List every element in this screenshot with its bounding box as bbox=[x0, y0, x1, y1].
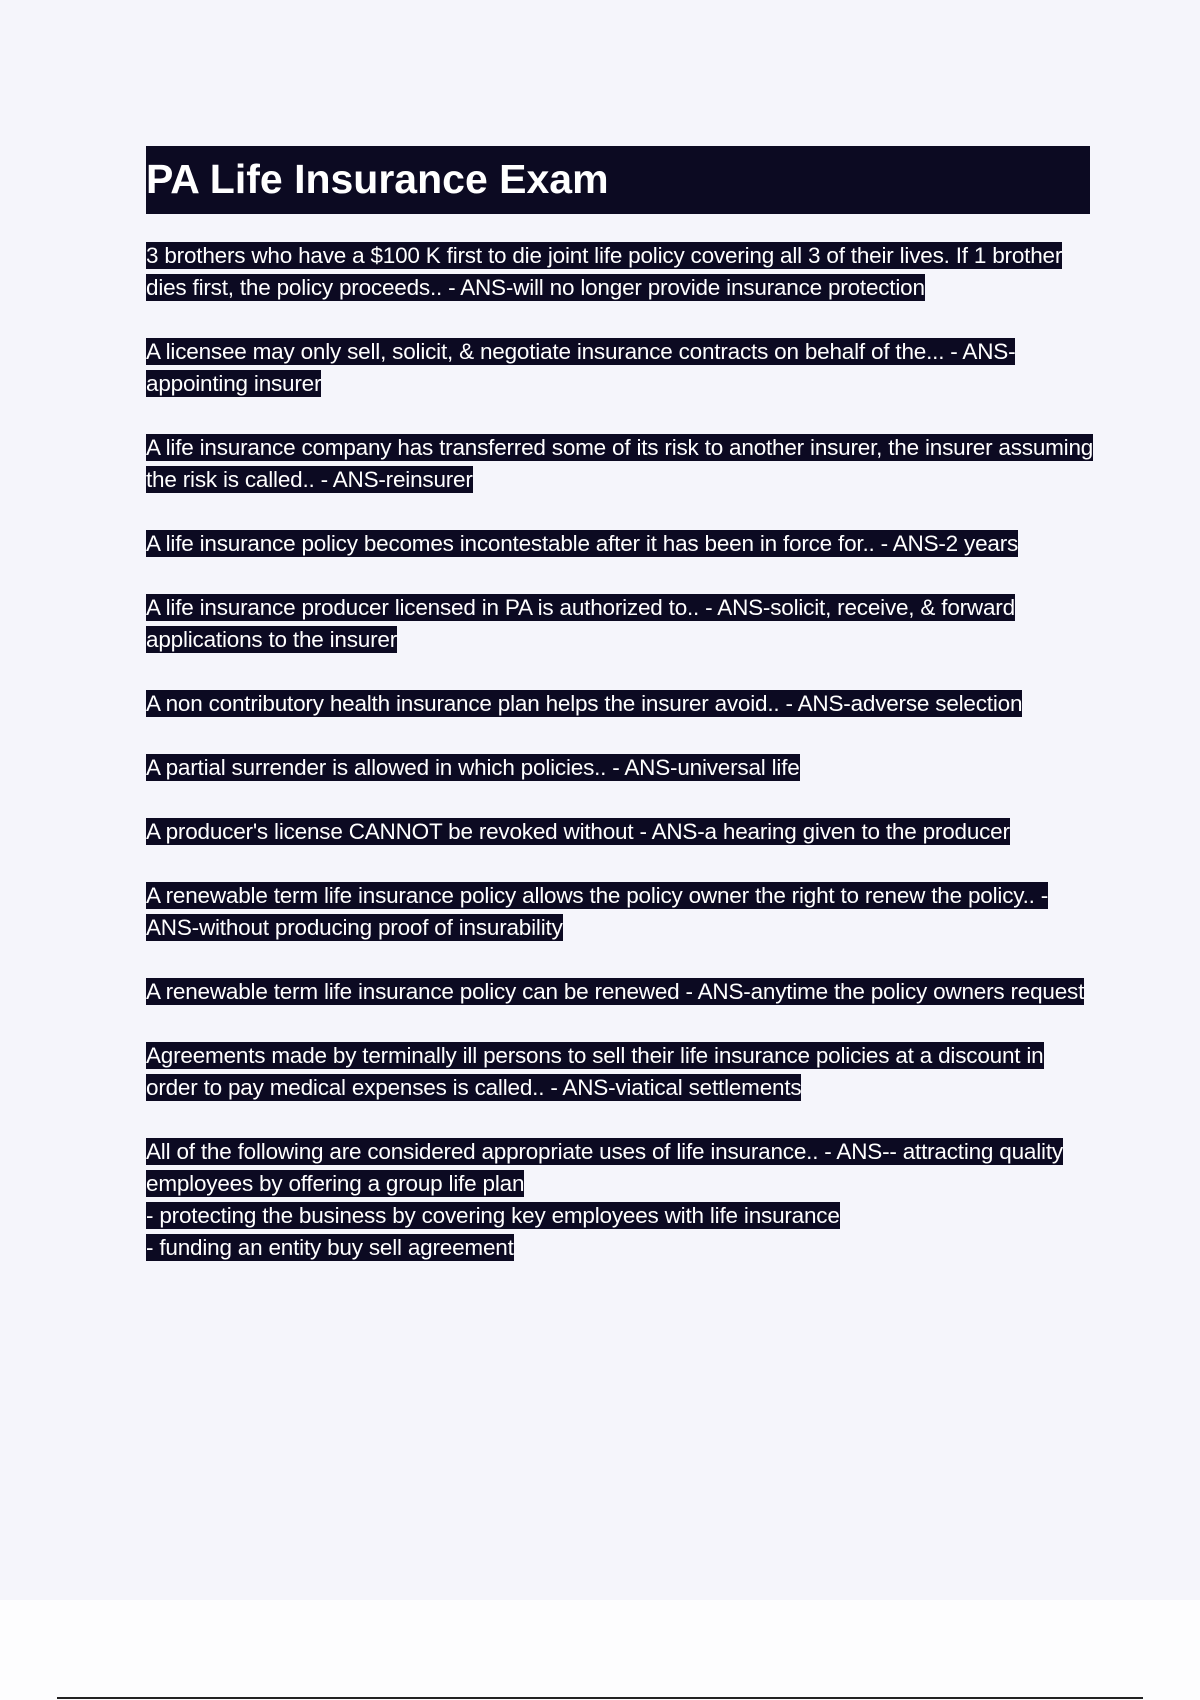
qa-item bbox=[146, 688, 1096, 720]
qa-text: A licensee may only sell, solicit, & negotiate insurance contracts on behalf of the... - ANS-appointing insurer bbox=[146, 339, 1016, 396]
qa-item bbox=[146, 752, 1096, 784]
qa-text: Agreements made by terminally ill persons to sell their life insurance policies at a discount in order to pay medical expenses is called.. - ANS-viatical settlements bbox=[146, 1043, 1044, 1100]
qa-answer-line: - protecting the business by covering key employees with life insurance bbox=[146, 1203, 840, 1228]
page-footer bbox=[0, 1600, 1200, 1700]
page-title: PA Life Insurance Exam bbox=[146, 156, 609, 202]
qa-item bbox=[146, 432, 1096, 496]
qa-list bbox=[146, 240, 1096, 1296]
qa-item-multiline bbox=[146, 1136, 1096, 1264]
title-bar bbox=[146, 146, 1090, 214]
qa-item bbox=[146, 976, 1096, 1008]
qa-item bbox=[146, 592, 1096, 656]
qa-item bbox=[146, 816, 1096, 848]
qa-item bbox=[146, 528, 1096, 560]
qa-text: A life insurance policy becomes incontestable after it has been in force for.. - ANS-2 years bbox=[146, 531, 1019, 556]
qa-text: A non contributory health insurance plan helps the insurer avoid.. - ANS-adverse selection bbox=[146, 691, 1023, 716]
qa-item bbox=[146, 336, 1096, 400]
qa-text: A partial surrender is allowed in which policies.. - ANS-universal life bbox=[146, 755, 800, 780]
qa-text: A renewable term life insurance policy allows the policy owner the right to renew the policy.. - ANS-without producing proof of insurability bbox=[146, 883, 1049, 940]
qa-text: A renewable term life insurance policy can be renewed - ANS-anytime the policy owners request bbox=[146, 979, 1085, 1004]
footer-divider bbox=[57, 1697, 1143, 1699]
qa-text: A life insurance company has transferred some of its risk to another insurer, the insurer assuming the risk is called.. - ANS-reinsurer bbox=[146, 435, 1094, 492]
qa-item bbox=[146, 240, 1096, 304]
qa-text: 3 brothers who have a $100 K first to die joint life policy covering all 3 of their lives. If 1 brother dies first, the policy proceeds.. - ANS-will no longer provide insurance protection bbox=[146, 243, 1063, 300]
qa-text: A producer's license CANNOT be revoked without - ANS-a hearing given to the producer bbox=[146, 819, 1010, 844]
qa-text: A life insurance producer licensed in PA is authorized to.. - ANS-solicit, receive, & forward applications to the insurer bbox=[146, 595, 1015, 652]
qa-item bbox=[146, 1040, 1096, 1104]
qa-item bbox=[146, 880, 1096, 944]
qa-answer-line: - funding an entity buy sell agreement bbox=[146, 1235, 514, 1260]
qa-text: All of the following are considered appropriate uses of life insurance.. - ANS-- attracting quality employees by offering a group life plan bbox=[146, 1139, 1063, 1196]
